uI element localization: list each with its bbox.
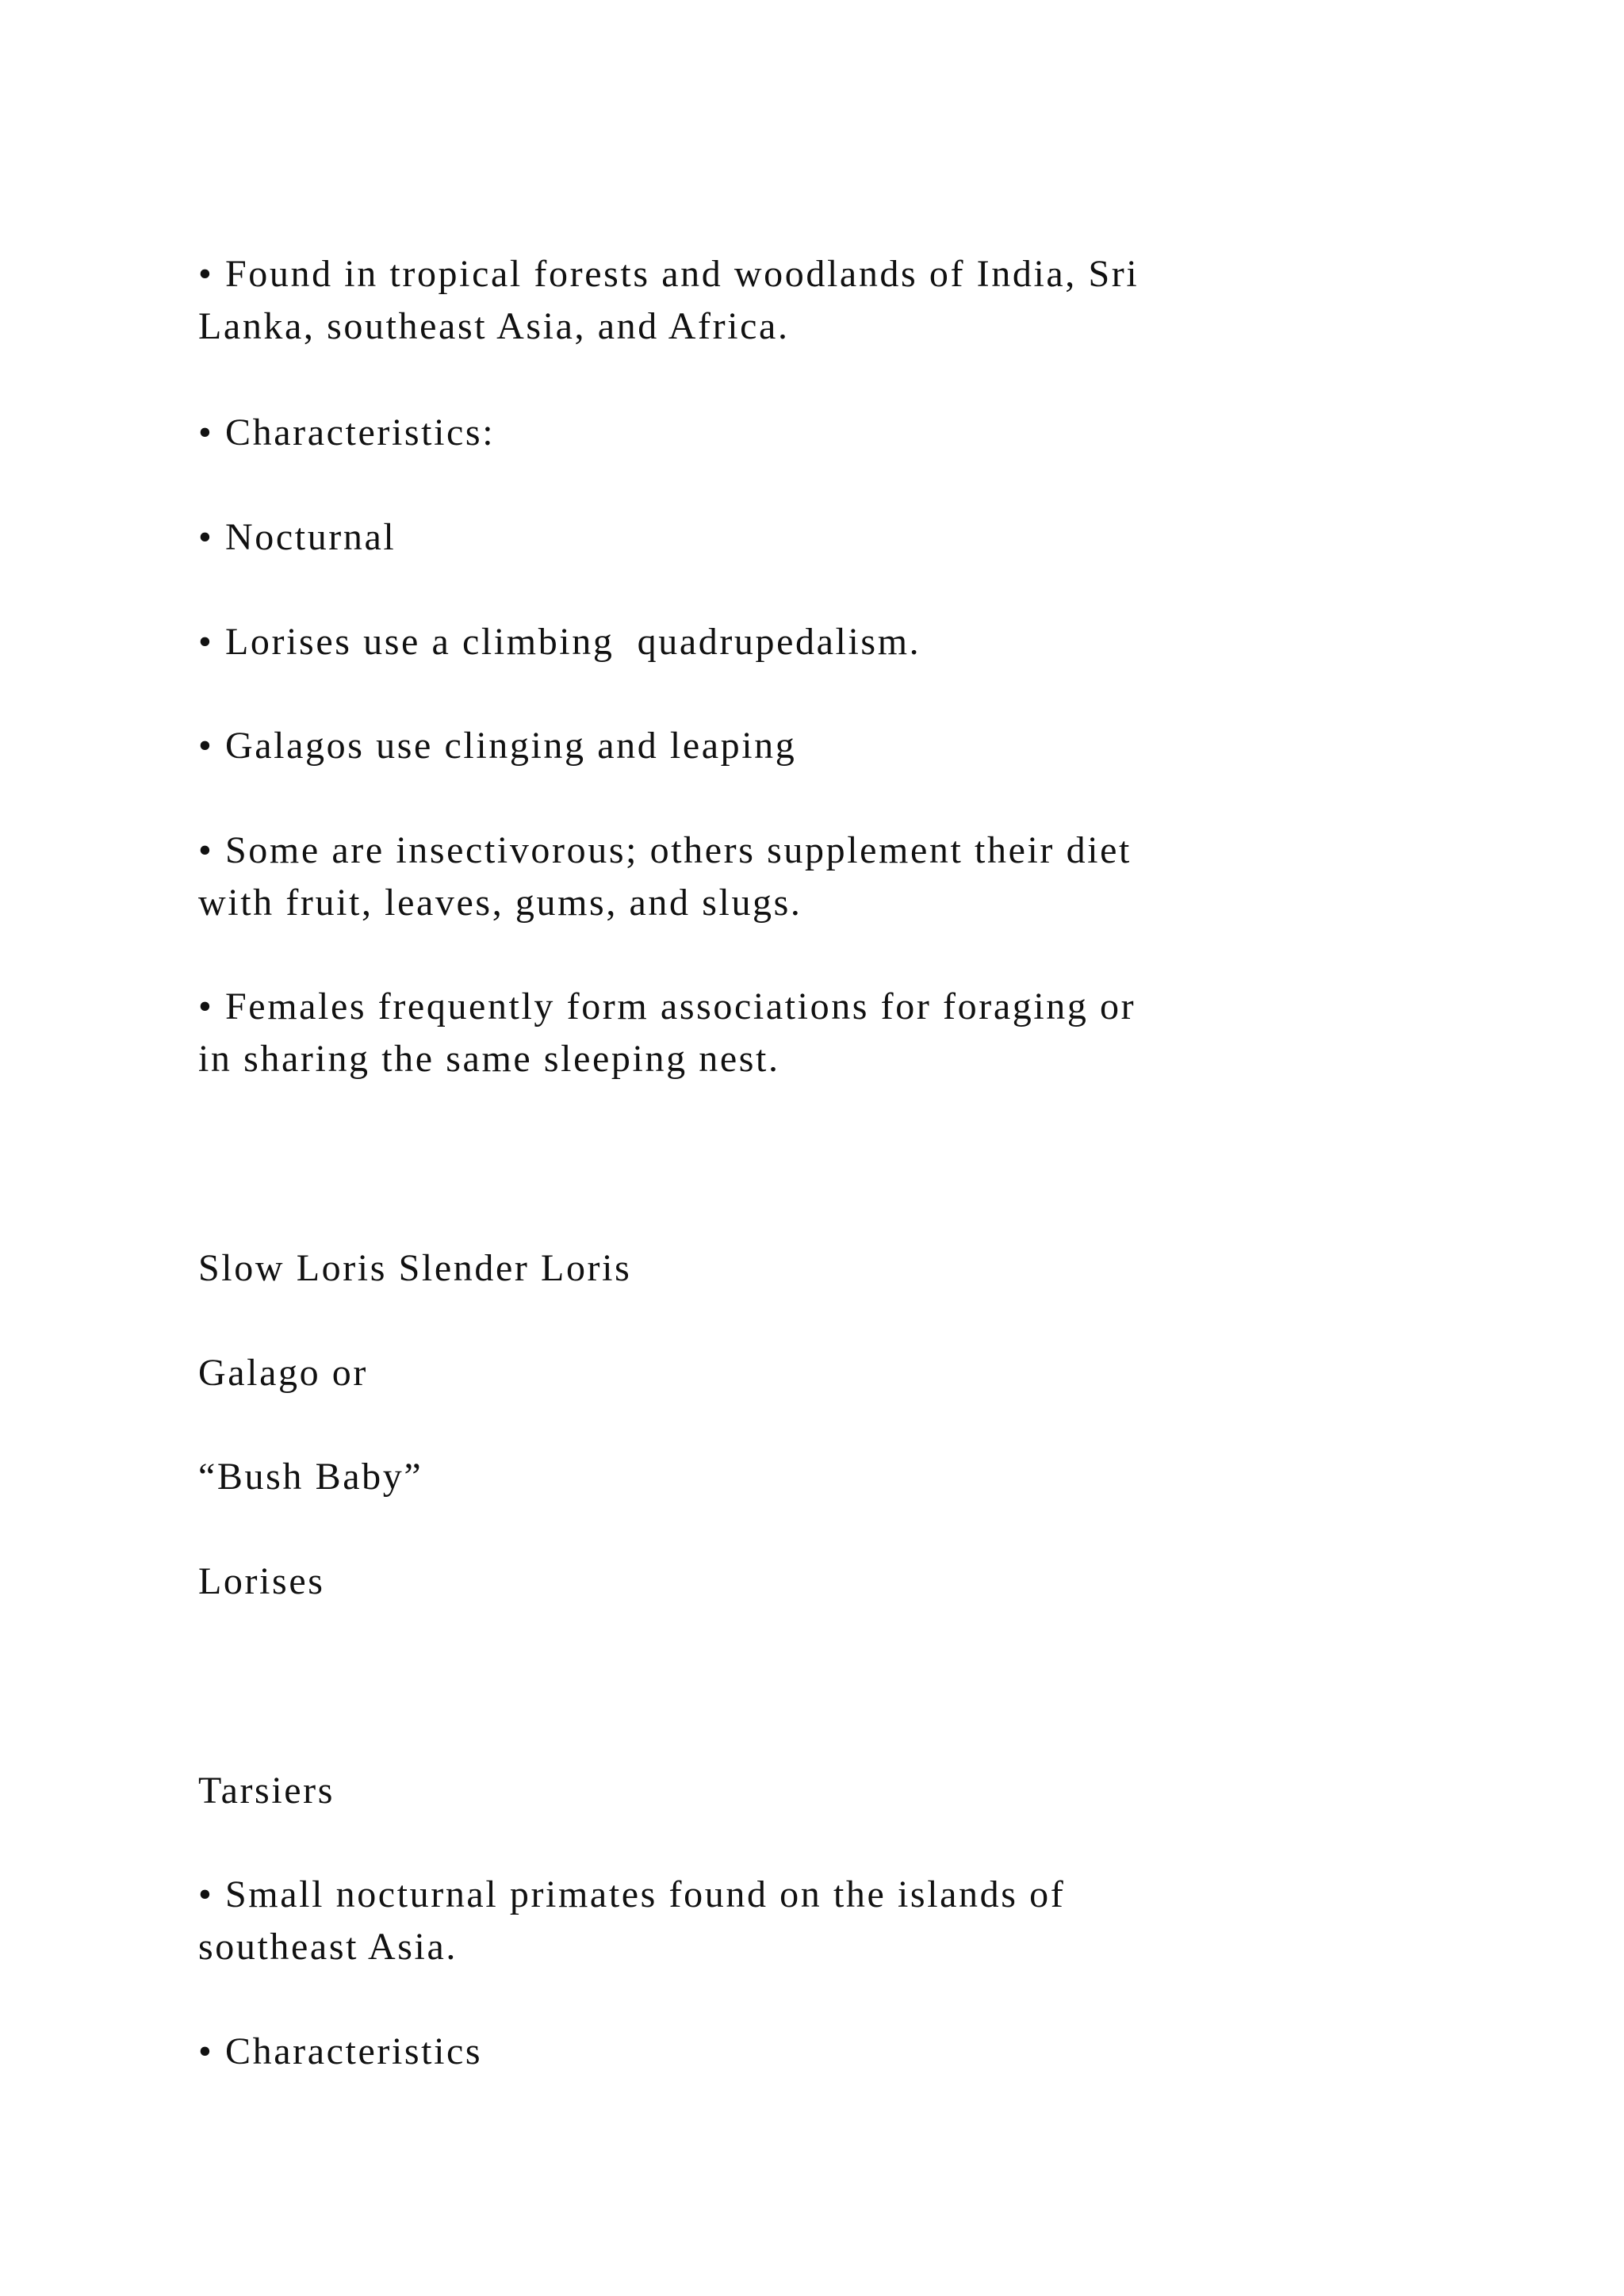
paragraph-habitat: • Found in tropical forests and woodlands of India, Sri Lanka, southeast Asia, and Africa. [198, 253, 1139, 347]
paragraph-lorises-locomotion: • Lorises use a climbing quadrupedalism. [198, 621, 921, 663]
paragraph-tarsiers-characteristics: • Characteristics [198, 2030, 483, 2072]
paragraph-characteristics-heading: • Characteristics: [198, 411, 496, 453]
paragraph-tarsiers-habitat: • Small nocturnal primates found on the islands of southeast Asia. [198, 1873, 1066, 1968]
caption-loris-types: Slow Loris Slender Loris [198, 1247, 632, 1289]
caption-lorises: Lorises [198, 1560, 325, 1602]
paragraph-nocturnal: • Nocturnal [198, 516, 396, 558]
caption-bush-baby: “Bush Baby” [198, 1456, 423, 1498]
paragraph-females: • Females frequently form associations for foraging or in sharing the same sleeping nest. [198, 985, 1136, 1080]
paragraph-galagos-locomotion: • Galagos use clinging and leaping [198, 725, 797, 767]
caption-galago: Galago or [198, 1352, 368, 1394]
paragraph-diet: • Some are insectivorous; others supplement their diet with fruit, leaves, gums, and slugs. [198, 829, 1132, 924]
section-heading-tarsiers: Tarsiers [198, 1770, 335, 1812]
